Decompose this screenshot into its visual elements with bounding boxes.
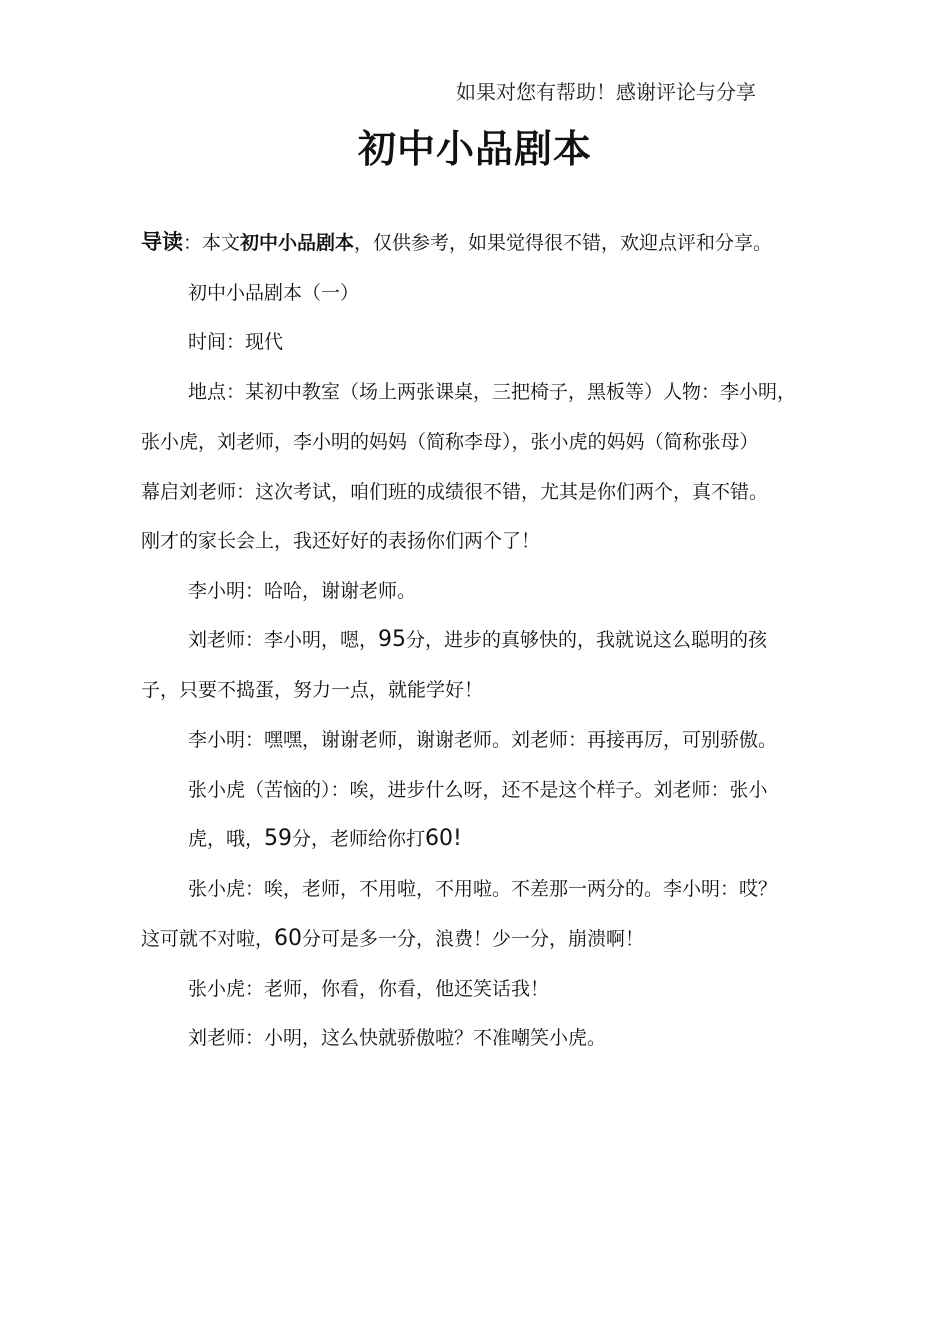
header-note: 如果对您有帮助！感谢评论与分享 — [456, 80, 756, 104]
dialogue-line — [188, 827, 462, 851]
intro-post: ，仅供参考，如果觉得很不错，欢迎点评和分享。 — [354, 232, 773, 254]
intro-label: 导读 — [141, 230, 183, 254]
intro-pre: 本文 — [202, 232, 241, 254]
dialogue-line: 李小明：哈哈，谢谢老师。 — [188, 580, 417, 602]
dialogue-line: 幕启刘老师：这次考试，咱们班的成绩很不错，尤其是你们两个，真不错。 — [141, 481, 769, 503]
score-number: 60! — [425, 826, 462, 851]
dialogue-text: 分，进步的真够快的，我就说这么聪明的孩 — [406, 629, 768, 651]
dialogue-text: 刘老师：李小明，嗯， — [188, 629, 379, 651]
score-number: 60 — [274, 926, 303, 951]
page-title: 初中小品剧本 — [357, 127, 592, 171]
dialogue-line — [141, 927, 644, 951]
score-number: 59 — [264, 826, 293, 851]
dialogue-text: 这可就不对啦， — [141, 928, 275, 950]
dialogue-line: 张小虎：唉，老师，不用啦，不用啦。不差那一两分的。李小明：哎？ — [188, 878, 778, 900]
dialogue-text: 分可是多一分，浪费！少一分，崩溃啊！ — [302, 928, 645, 950]
dialogue-line: 刚才的家长会上，我还好好的表扬你们两个了！ — [141, 530, 541, 552]
dialogue-line — [188, 628, 767, 652]
intro-bold-title: 初中小品剧本 — [240, 232, 355, 254]
dialogue-line: 李小明：嘿嘿，谢谢老师，谢谢老师。刘老师：再接再厉，可别骄傲。 — [188, 729, 778, 751]
intro-paragraph — [141, 230, 772, 255]
dialogue-text: 分，老师给你打 — [292, 828, 426, 850]
dialogue-line: 刘老师：小明，这么快就骄傲啦？不准嘲笑小虎。 — [188, 1027, 607, 1049]
dialogue-line: 张小虎（苦恼的）：唉，进步什么呀，还不是这个样子。刘老师：张小 — [188, 779, 768, 801]
score-number: 95 — [378, 627, 407, 652]
dialogue-text: 虎，哦， — [188, 828, 265, 850]
intro-colon: ： — [183, 232, 203, 254]
dialogue-line: 子，只要不捣蛋，努力一点，就能学好！ — [141, 679, 484, 701]
script-time: 时间：现代 — [188, 331, 284, 353]
script-place-line: 地点：某初中教室（场上两张课桌，三把椅子，黑板等）人物：李小明， — [188, 381, 797, 403]
dialogue-line: 张小虎：老师，你看，你看，他还笑话我！ — [188, 978, 550, 1000]
script-characters-line: 张小虎，刘老师，李小明的妈妈（简称李母），张小虎的妈妈（简称张母） — [141, 431, 759, 453]
script-subtitle: 初中小品剧本（一） — [188, 282, 360, 304]
